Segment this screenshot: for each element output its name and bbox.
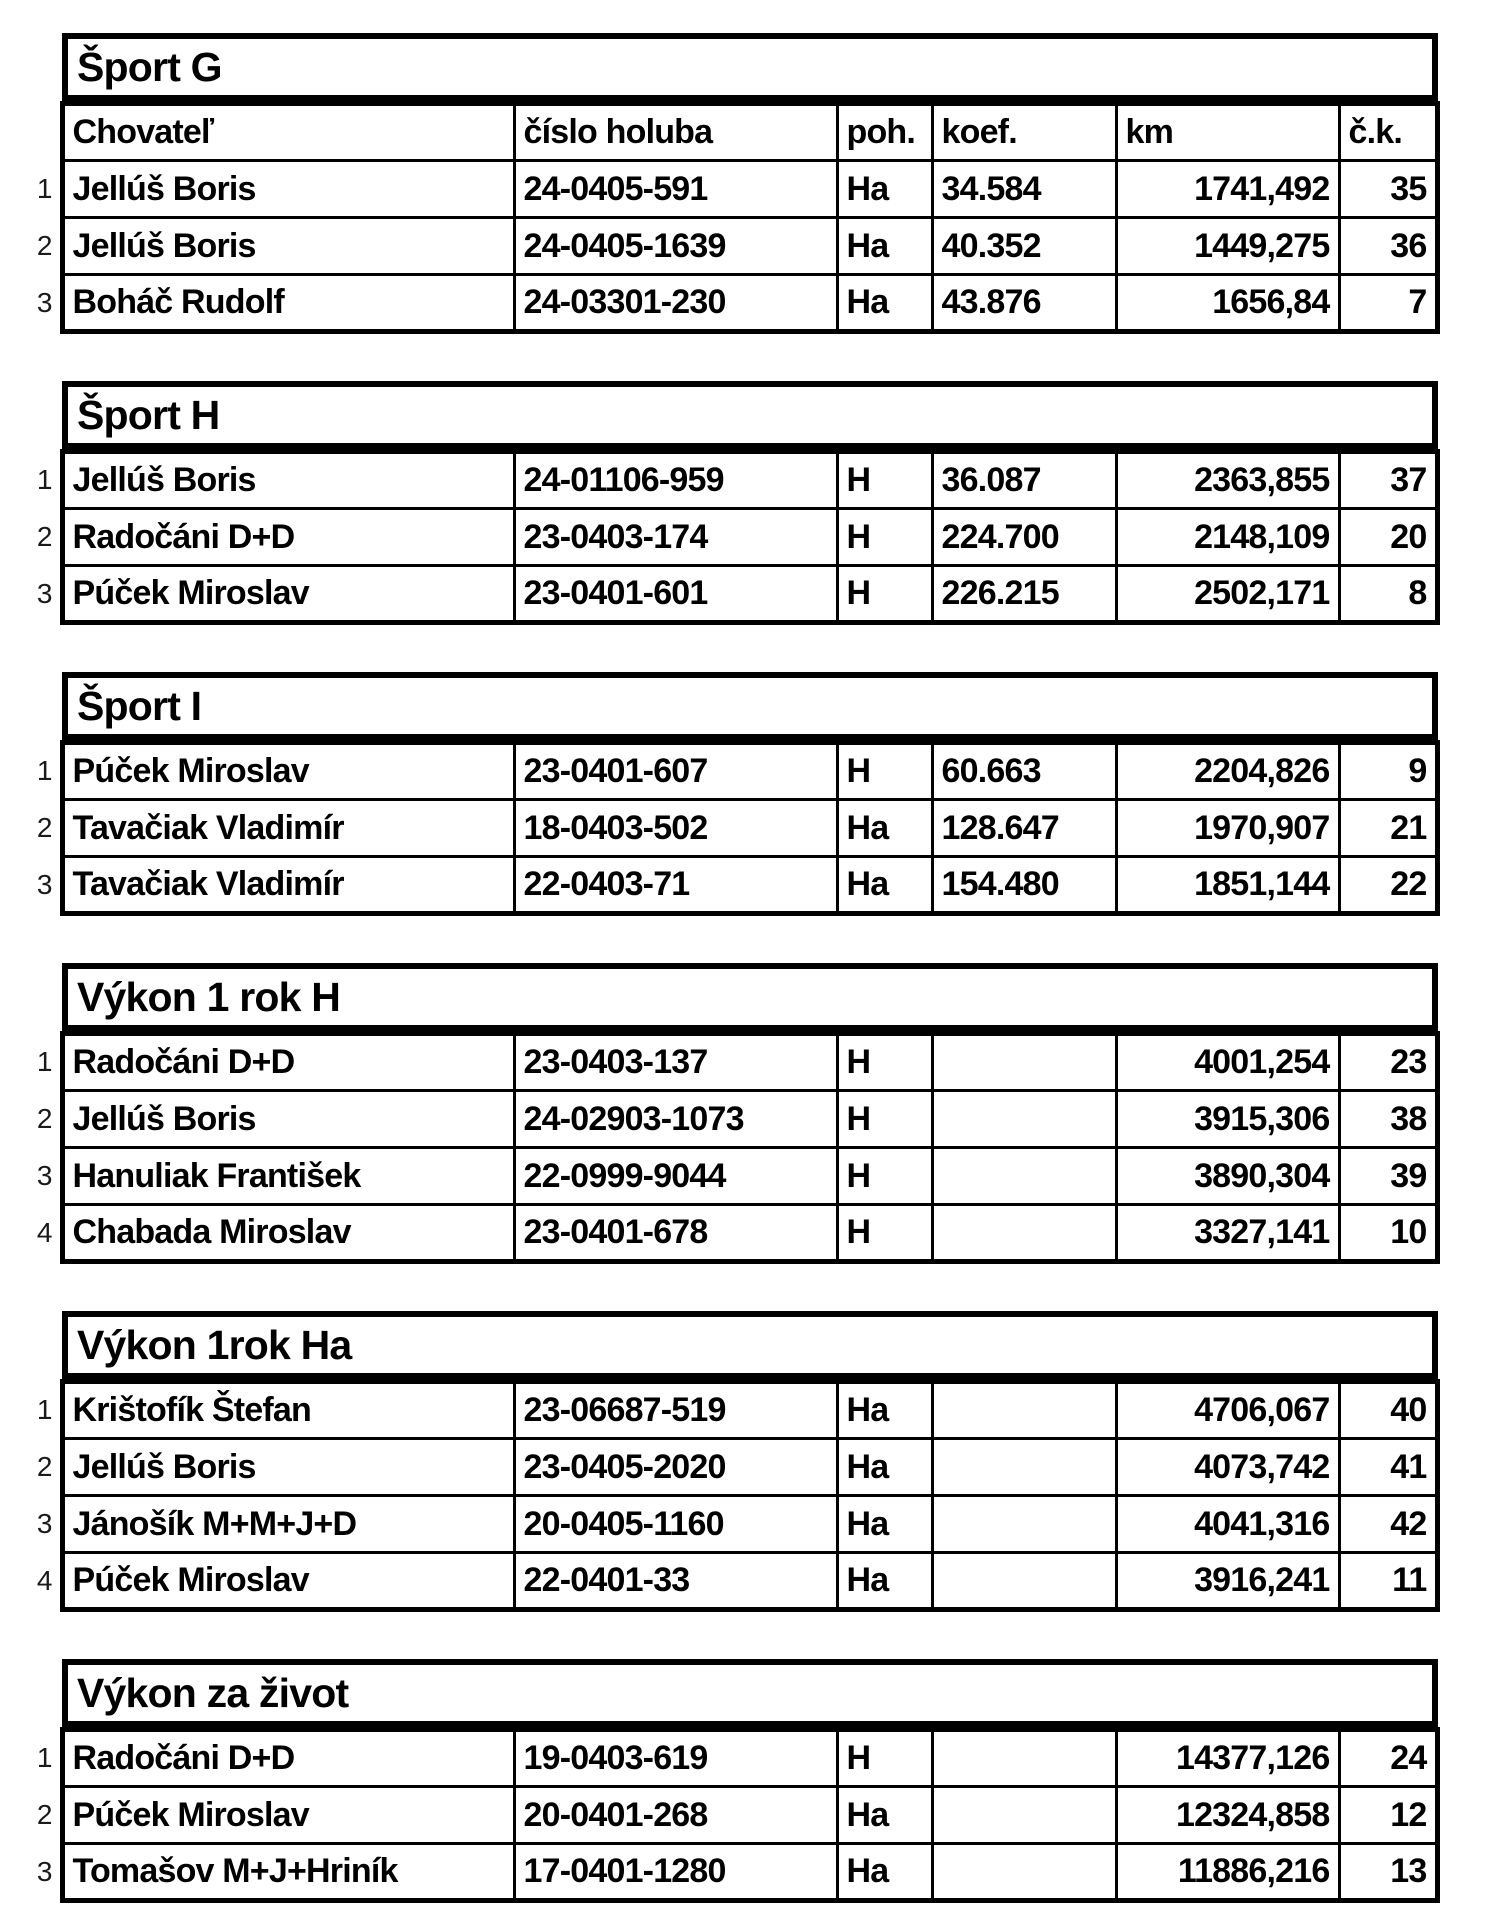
cell-ck: 12: [1339, 1787, 1437, 1844]
results-table: [20, 449, 1440, 625]
table-row: [20, 509, 1437, 566]
cell-km: 4001,254: [1116, 1034, 1339, 1091]
table-row: [20, 1205, 1437, 1262]
cell-cislo-holuba: 24-0405-591: [514, 161, 837, 218]
cell-poh: Ha: [837, 218, 932, 275]
cell-chovatel: Chabada Miroslav: [62, 1205, 514, 1262]
cell-km: 1656,84: [1116, 275, 1339, 332]
cell-poh: H: [837, 1148, 932, 1205]
cell-poh: H: [837, 566, 932, 623]
cell-koef: 224.700: [932, 509, 1116, 566]
cell-poh: Ha: [837, 1787, 932, 1844]
section-vykon-za-zivot: [20, 1659, 1488, 1903]
row-number: 2: [36, 230, 53, 261]
row-number: 3: [36, 578, 53, 609]
cell-cislo-holuba: 23-0403-174: [514, 509, 837, 566]
row-number: 1: [36, 755, 53, 786]
row-number: 2: [36, 521, 53, 552]
cell-koef: [932, 1148, 1116, 1205]
cell-km: 3890,304: [1116, 1148, 1339, 1205]
cell-ck: 42: [1339, 1496, 1437, 1553]
cell-ck: 38: [1339, 1091, 1437, 1148]
column-header-chovatel: Chovateľ: [62, 104, 514, 161]
section-title: Šport G: [62, 33, 1438, 101]
table-row: [20, 1034, 1437, 1091]
cell-km: 3916,241: [1116, 1553, 1339, 1610]
cell-km: 12324,858: [1116, 1787, 1339, 1844]
cell-ck: 7: [1339, 275, 1437, 332]
section-title: Šport H: [62, 381, 1438, 449]
cell-chovatel: Púček Miroslav: [62, 1553, 514, 1610]
cell-koef: 128.647: [932, 800, 1116, 857]
cell-ck: 10: [1339, 1205, 1437, 1262]
cell-koef: 40.352: [932, 218, 1116, 275]
cell-km: 3915,306: [1116, 1091, 1339, 1148]
table-row: [20, 1148, 1437, 1205]
cell-km: 1449,275: [1116, 218, 1339, 275]
column-header-poh: poh.: [837, 104, 932, 161]
cell-cislo-holuba: 17-0401-1280: [514, 1844, 837, 1901]
cell-cislo-holuba: 22-0401-33: [514, 1553, 837, 1610]
section-vykon-1-rok-h: [20, 963, 1488, 1264]
cell-poh: Ha: [837, 275, 932, 332]
cell-ck: 24: [1339, 1730, 1437, 1787]
cell-chovatel: Jellúš Boris: [62, 218, 514, 275]
cell-cislo-holuba: 24-01106-959: [514, 452, 837, 509]
section-title: Výkon 1 rok H: [62, 963, 1438, 1031]
cell-poh: H: [837, 509, 932, 566]
cell-chovatel: Radočáni D+D: [62, 1730, 514, 1787]
table-row: [20, 743, 1437, 800]
row-number: 1: [36, 1742, 53, 1773]
cell-koef: 36.087: [932, 452, 1116, 509]
cell-km: 14377,126: [1116, 1730, 1339, 1787]
section-vykon-1rok-ha: [20, 1311, 1488, 1612]
results-table: [20, 1379, 1440, 1612]
cell-chovatel: Jellúš Boris: [62, 1439, 514, 1496]
cell-ck: 23: [1339, 1034, 1437, 1091]
cell-koef: [932, 1730, 1116, 1787]
cell-koef: [932, 1205, 1116, 1262]
cell-chovatel: Jellúš Boris: [62, 1091, 514, 1148]
cell-poh: H: [837, 1091, 932, 1148]
cell-poh: H: [837, 452, 932, 509]
cell-poh: Ha: [837, 1382, 932, 1439]
row-number: 1: [36, 1046, 53, 1077]
cell-koef: [932, 1439, 1116, 1496]
cell-koef: [932, 1496, 1116, 1553]
section-sport-g: [20, 33, 1488, 334]
cell-km: 2204,826: [1116, 743, 1339, 800]
cell-cislo-holuba: 23-06687-519: [514, 1382, 837, 1439]
row-number: 4: [36, 1565, 53, 1596]
table-row: [20, 1382, 1437, 1439]
cell-cislo-holuba: 19-0403-619: [514, 1730, 837, 1787]
gutter-spacer: [20, 104, 62, 161]
table-row: [20, 1091, 1437, 1148]
table-row: [20, 275, 1437, 332]
section-sport-h: [20, 381, 1488, 625]
cell-cislo-holuba: 24-0405-1639: [514, 218, 837, 275]
cell-koef: 154.480: [932, 857, 1116, 914]
header-row: [20, 104, 1437, 161]
cell-koef: 34.584: [932, 161, 1116, 218]
cell-km: 4706,067: [1116, 1382, 1339, 1439]
cell-koef: 43.876: [932, 275, 1116, 332]
section-sport-i: [20, 672, 1488, 916]
table-row: [20, 857, 1437, 914]
cell-ck: 41: [1339, 1439, 1437, 1496]
cell-km: 1970,907: [1116, 800, 1339, 857]
table-row: [20, 800, 1437, 857]
section-title: Výkon za život: [62, 1659, 1438, 1727]
section-title: Šport I: [62, 672, 1438, 740]
row-number: 3: [36, 1160, 53, 1191]
table-row: [20, 1844, 1437, 1901]
cell-chovatel: Hanuliak František: [62, 1148, 514, 1205]
cell-chovatel: Tavačiak Vladimír: [62, 800, 514, 857]
cell-koef: [932, 1034, 1116, 1091]
table-row: [20, 1439, 1437, 1496]
cell-ck: 40: [1339, 1382, 1437, 1439]
cell-ck: 21: [1339, 800, 1437, 857]
cell-ck: 8: [1339, 566, 1437, 623]
cell-ck: 37: [1339, 452, 1437, 509]
cell-chovatel: Tavačiak Vladimír: [62, 857, 514, 914]
cell-km: 1851,144: [1116, 857, 1339, 914]
cell-km: 3327,141: [1116, 1205, 1339, 1262]
cell-poh: Ha: [837, 1439, 932, 1496]
section-title: Výkon 1rok Ha: [62, 1311, 1438, 1379]
cell-cislo-holuba: 23-0403-137: [514, 1034, 837, 1091]
cell-chovatel: Tomašov M+J+Hriník: [62, 1844, 514, 1901]
row-number: 2: [36, 1451, 53, 1482]
cell-poh: Ha: [837, 857, 932, 914]
cell-chovatel: Jánošík M+M+J+D: [62, 1496, 514, 1553]
cell-cislo-holuba: 23-0401-678: [514, 1205, 837, 1262]
column-header-cislo-holuba: číslo holuba: [514, 104, 837, 161]
cell-poh: H: [837, 1730, 932, 1787]
cell-chovatel: Radočáni D+D: [62, 509, 514, 566]
cell-poh: Ha: [837, 161, 932, 218]
row-number: 3: [36, 1508, 53, 1539]
cell-km: 2363,855: [1116, 452, 1339, 509]
cell-koef: [932, 1382, 1116, 1439]
row-number: 1: [36, 1394, 53, 1425]
cell-koef: [932, 1787, 1116, 1844]
cell-ck: 9: [1339, 743, 1437, 800]
cell-km: 4073,742: [1116, 1439, 1339, 1496]
row-number: 4: [36, 1217, 53, 1248]
table-row: [20, 1496, 1437, 1553]
cell-koef: [932, 1553, 1116, 1610]
cell-poh: H: [837, 743, 932, 800]
cell-chovatel: Boháč Rudolf: [62, 275, 514, 332]
row-number: 1: [36, 464, 53, 495]
cell-chovatel: Púček Miroslav: [62, 1787, 514, 1844]
cell-koef: [932, 1091, 1116, 1148]
cell-cislo-holuba: 23-0405-2020: [514, 1439, 837, 1496]
cell-km: 4041,316: [1116, 1496, 1339, 1553]
cell-ck: 13: [1339, 1844, 1437, 1901]
cell-km: 1741,492: [1116, 161, 1339, 218]
table-row: [20, 1787, 1437, 1844]
cell-cislo-holuba: 20-0405-1160: [514, 1496, 837, 1553]
table-row: [20, 566, 1437, 623]
cell-cislo-holuba: 23-0401-607: [514, 743, 837, 800]
cell-poh: H: [837, 1034, 932, 1091]
cell-chovatel: Radočáni D+D: [62, 1034, 514, 1091]
cell-cislo-holuba: 24-02903-1073: [514, 1091, 837, 1148]
column-header-km: km: [1116, 104, 1339, 161]
cell-chovatel: Jellúš Boris: [62, 452, 514, 509]
cell-km: 2502,171: [1116, 566, 1339, 623]
cell-poh: Ha: [837, 800, 932, 857]
cell-ck: 11: [1339, 1553, 1437, 1610]
cell-cislo-holuba: 22-0403-71: [514, 857, 837, 914]
table-row: [20, 1553, 1437, 1610]
cell-chovatel: Jellúš Boris: [62, 161, 514, 218]
results-table: [20, 740, 1440, 916]
column-header-koef: koef.: [932, 104, 1116, 161]
results-table: [20, 101, 1440, 334]
cell-chovatel: Krištofík Štefan: [62, 1382, 514, 1439]
cell-koef: [932, 1844, 1116, 1901]
table-row: [20, 218, 1437, 275]
cell-cislo-holuba: 18-0403-502: [514, 800, 837, 857]
row-number: 3: [36, 1856, 53, 1887]
row-number: 1: [36, 173, 53, 204]
cell-ck: 39: [1339, 1148, 1437, 1205]
column-header-ck: č.k.: [1339, 104, 1437, 161]
cell-poh: Ha: [837, 1496, 932, 1553]
cell-cislo-holuba: 23-0401-601: [514, 566, 837, 623]
cell-koef: 60.663: [932, 743, 1116, 800]
cell-ck: 20: [1339, 509, 1437, 566]
row-number: 3: [36, 869, 53, 900]
table-row: [20, 161, 1437, 218]
cell-ck: 36: [1339, 218, 1437, 275]
row-number: 2: [36, 1103, 53, 1134]
cell-cislo-holuba: 24-03301-230: [514, 275, 837, 332]
cell-cislo-holuba: 20-0401-268: [514, 1787, 837, 1844]
row-number: 2: [36, 1799, 53, 1830]
row-number: 2: [36, 812, 53, 843]
cell-km: 11886,216: [1116, 1844, 1339, 1901]
cell-cislo-holuba: 22-0999-9044: [514, 1148, 837, 1205]
cell-ck: 35: [1339, 161, 1437, 218]
row-number: 3: [36, 287, 53, 318]
results-table: [20, 1031, 1440, 1264]
cell-poh: Ha: [837, 1553, 932, 1610]
cell-ck: 22: [1339, 857, 1437, 914]
cell-koef: 226.215: [932, 566, 1116, 623]
cell-chovatel: Púček Miroslav: [62, 566, 514, 623]
table-row: [20, 1730, 1437, 1787]
cell-chovatel: Púček Miroslav: [62, 743, 514, 800]
table-row: [20, 452, 1437, 509]
cell-poh: Ha: [837, 1844, 932, 1901]
cell-km: 2148,109: [1116, 509, 1339, 566]
cell-poh: H: [837, 1205, 932, 1262]
results-table: [20, 1727, 1440, 1903]
